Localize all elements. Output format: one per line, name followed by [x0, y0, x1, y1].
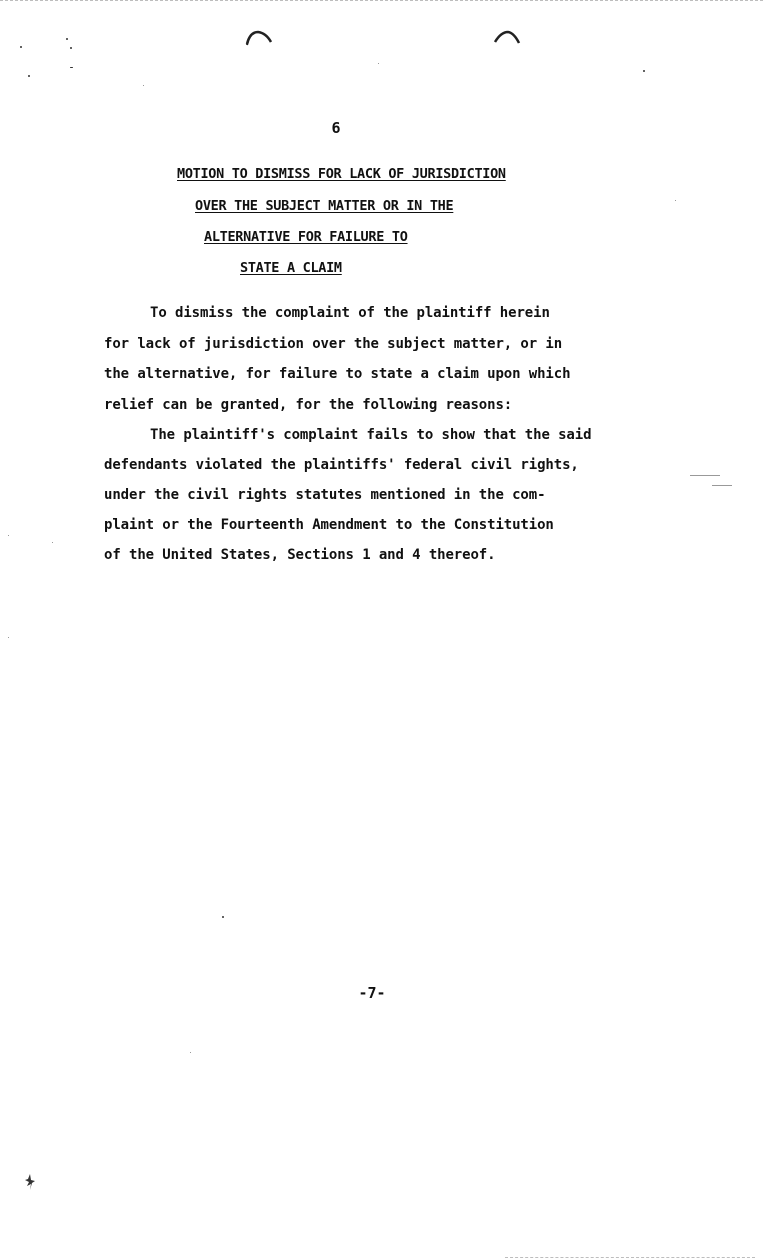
scan-speck [675, 200, 676, 201]
scan-speck [690, 475, 720, 476]
scan-speck [643, 70, 645, 72]
scan-speck [378, 63, 379, 64]
heading-line-1: MOTION TO DISMISS FOR LACK OF JURISDICTION [177, 166, 506, 182]
scan-speck [8, 535, 9, 536]
page-number-top: 6 [331, 119, 341, 137]
scan-blot [22, 1172, 38, 1194]
body-line: defendants violated the plaintiffs' federal civil rights, [104, 457, 579, 473]
scan-speck [143, 85, 144, 86]
body-line: the alternative, for failure to state a claim upon which [104, 366, 571, 382]
heading-line-3: ALTERNATIVE FOR FAILURE TO [204, 229, 408, 245]
heading-line-2: OVER THE SUBJECT MATTER OR IN THE [195, 198, 454, 214]
body-line: relief can be granted, for the following reasons: [104, 397, 513, 413]
body-line: The plaintiff's complaint fails to show that the said [150, 427, 592, 443]
binder-hole-mark-right [493, 28, 523, 48]
scan-edge-top [0, 0, 763, 1]
scan-speck [20, 46, 22, 48]
body-line: under the civil rights statutes mentioned in the com- [104, 487, 546, 503]
scan-speck [712, 485, 732, 486]
scan-speck [70, 47, 72, 49]
scan-speck [66, 38, 68, 40]
page-number-bottom: -7- [358, 984, 386, 1002]
body-line: for lack of jurisdiction over the subject matter, or in [104, 336, 563, 352]
scan-speck [52, 542, 53, 543]
binder-hole-mark-left [244, 28, 274, 48]
body-line: plaint or the Fourteenth Amendment to the Constitution [104, 517, 554, 533]
scan-speck [190, 1052, 191, 1053]
scan-edge-bottom [505, 1257, 755, 1258]
scan-speck [28, 75, 30, 77]
body-line: To dismiss the complaint of the plaintiff herein [150, 305, 550, 321]
body-line: of the United States, Sections 1 and 4 thereof. [104, 547, 496, 563]
scan-speck [8, 637, 9, 638]
scan-speck [70, 67, 73, 68]
scan-speck [222, 916, 224, 918]
heading-line-4: STATE A CLAIM [240, 260, 342, 276]
